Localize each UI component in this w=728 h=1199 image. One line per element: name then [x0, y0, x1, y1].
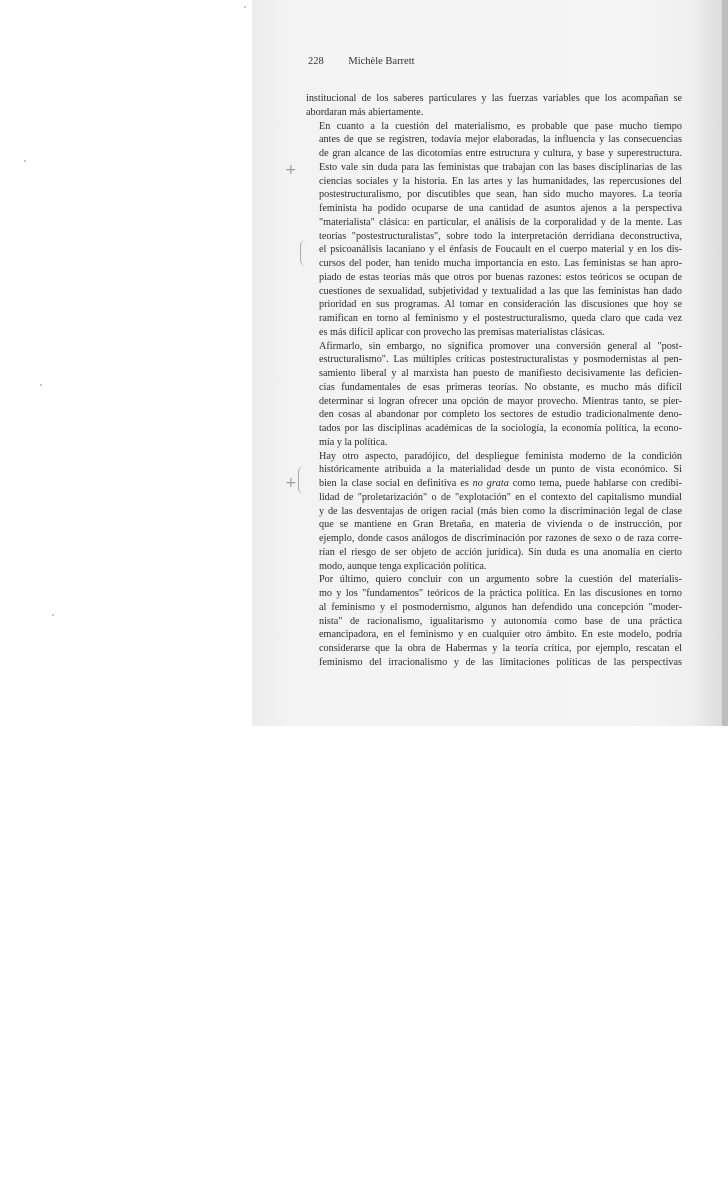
paragraph: [306, 573, 682, 669]
text-line: feminista ha podido ocuparse de una cantidad de asuntos ajenos a la perspectiva: [319, 203, 682, 214]
text-line: históricamente atribuida a la materialidad desde un punto de vista económico. Si: [319, 464, 682, 476]
text-line: En cuanto a la cuestión del materialismo, es probable que pase mucho tiempo: [319, 120, 682, 132]
text-line: samiento liberal y al marxista han puesto de manifiesto decisivamente las deficien-: [319, 368, 682, 379]
text-line: considerarse que la obra de Habermas y la teoría crítica, por ejemplo, rescatan el: [319, 643, 682, 654]
text-line: cursos del poder, han tenido mucha importancia en esto. Las feministas se han apro-: [319, 258, 682, 269]
text-line: abordaran más abiertamente.: [306, 106, 424, 118]
text-line: den cosas al abandonar por completo los sectores de estudio tradicionalmente deno-: [319, 409, 682, 421]
text-line: Hay otro aspecto, paradójico, del despliegue feminista moderno de la condición: [319, 450, 682, 462]
text-line: emancipadora, en el feminismo y en cualquier otro ámbito. En este modelo, podría: [319, 629, 682, 641]
text-line: antes de que se registren, todavía mejor elaboradas, la influencia y las consecuencias: [319, 134, 682, 146]
text-line: el psicoanálisis lacaniano y el énfasis de Foucault en el cuerpo material y en los dis-: [319, 244, 682, 256]
text-run: bien la clase social en definitiva es: [319, 478, 473, 489]
text-line: ciencias sociales y la historia. En las artes y las humanidades, las repercusiones del: [319, 175, 682, 187]
text-line: mo y los "fundamentos" teóricos de la práctica política. En las discusiones en torno: [319, 588, 682, 599]
scan-speck: [40, 384, 42, 386]
margin-annotation-mark: +: [285, 475, 297, 491]
text-run: como tema, puede hablarse con credibi-: [508, 478, 683, 489]
running-header-author: Michèle Barrett: [348, 56, 415, 67]
page-number: 228: [308, 56, 324, 67]
paragraph: [306, 450, 682, 574]
scan-speck: [52, 614, 54, 616]
paragraph: [306, 120, 682, 340]
text-line: Afirmarlo, sin embargo, no significa promover una conversión general al "post-: [319, 340, 682, 352]
book-spine-shadow: [722, 0, 728, 726]
body-text: [306, 92, 682, 670]
text-line: tados por las disciplinas académicas de la sociología, la economía política, la econo-: [319, 423, 682, 434]
text-line: piado de estas teorías más que otros por buenas razones: estos teóricos se ocupan de: [319, 271, 682, 283]
text-line: mía y la política.: [319, 436, 388, 448]
scan-speck: [24, 160, 26, 162]
paragraph: [306, 92, 682, 120]
text-line: feminismo del irracionalismo y de las limitaciones políticas de las perspectivas: [319, 656, 682, 668]
text-line: institucional de los saberes particulares y las fuerzas variables que los acompañan se: [306, 93, 682, 104]
text-line: al feminismo y el posmodernismo, algunos han defendido una concepción "moder-: [319, 601, 682, 613]
text-line: es más difícil aplicar con provecho las premisas materialistas clásicas.: [319, 326, 605, 338]
text-line: cias fundamentales de esas primeras teorías. No obstante, es mucho más difícil: [319, 381, 682, 393]
paragraph: [306, 340, 682, 450]
text-line: teorías "postestructuralistas", sobre todo la interpretación derridiana deconstructiva,: [319, 230, 682, 242]
text-line: cuestiones de sexualidad, subjetividad y textualidad a las que las feministas han dado: [319, 285, 682, 297]
italic-phrase: no grata: [472, 478, 509, 489]
text-line: postestructuralismo, por discutibles que sean, han sido mucho mayores. La teoría: [319, 189, 682, 201]
text-line: lidad de "proletarización" o de "explotación" en el contexto del capitalismo mundial: [319, 491, 682, 503]
text-line: Esto vale sin duda para las feministas que trabajan con las bases disciplinarias de las: [319, 161, 682, 173]
text-line: estructuralismo". Las múltiples críticas postestructuralistas y posmodernistas al pen-: [319, 354, 682, 366]
text-line: y de las desventajas de origen racial (más bien como la discriminación legal de clase: [319, 505, 682, 517]
text-line: ramifican en torno al feminismo y el postestructuralismo, queda claro que cada vez: [319, 313, 682, 324]
text-line: "materialista" clásica: en particular, el análisis de la corporalidad y de la mente. Las: [319, 216, 682, 228]
margin-annotation-mark: +: [285, 162, 297, 178]
text-line: modo, aunque tenga explicación política.: [319, 560, 487, 572]
scan-speck: [244, 6, 246, 8]
running-header: [308, 56, 415, 67]
text-line: prioridad en sus programas. Al tomar en consideración las discusiones que hoy se: [319, 299, 682, 311]
text-line: Por último, quiero concluir con un argumento sobre la cuestión del materialis-: [319, 574, 682, 586]
text-line: ejemplo, donde casos análogos de discriminación por razones de sexo o de raza corre-: [319, 533, 682, 544]
text-line: que se mantiene en Gran Bretaña, en materia de vivienda o de instrucción, por: [319, 519, 682, 531]
text-line: de gran alcance de las dicotomías entre estructura y cultura, y base y superestructura.: [319, 148, 682, 159]
text-line-mixed: [306, 477, 682, 491]
text-line: determinar si logran ofrecer una opción de mayor provecho. Mientras tanto, se pier-: [319, 395, 682, 407]
text-line: nista" de racionalismo, igualitarismo y autonomía como base de una práctica: [319, 615, 682, 627]
text-line: rían el riesgo de ser objeto de acción jurídica). Sin duda es una anomalía en cierto: [319, 546, 682, 558]
